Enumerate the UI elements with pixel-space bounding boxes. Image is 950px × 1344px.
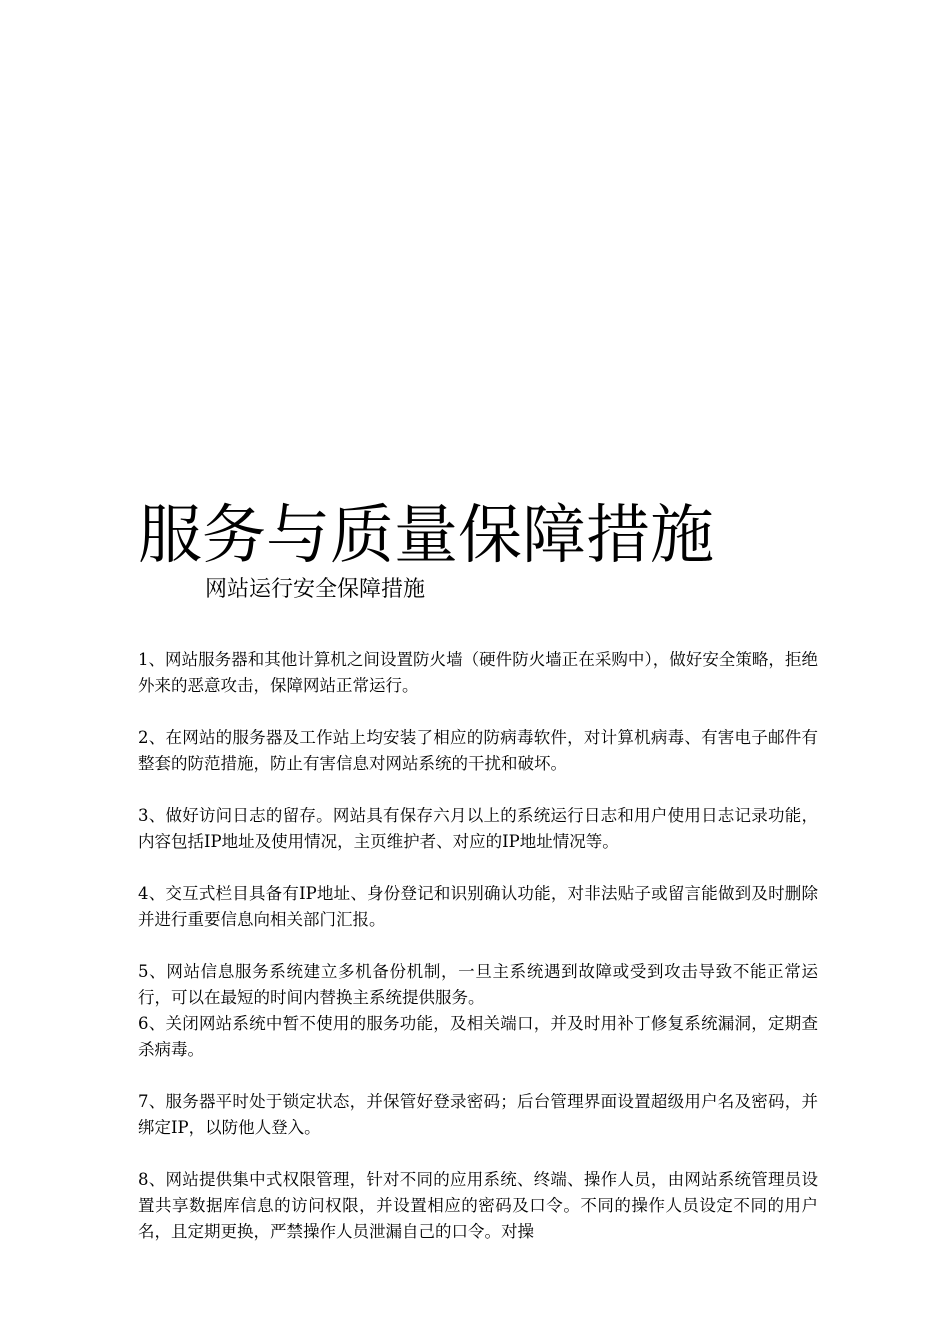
paragraph-4: 4、交互式栏目具备有IP地址、身份登记和识别确认功能，对非法贴子或留言能做到及时删除并进行重要信息向相关部门汇报。 (138, 884, 818, 929)
paragraph-3: 3、做好访问日志的留存。网站具有保存六月以上的系统运行日志和用户使用日志记录功能，内容包括IP地址及使用情况，主页维护者、对应的IP地址情况等。 (138, 806, 818, 851)
paragraph-6: 6、关闭网站系统中暂不使用的服务功能，及相关端口，并及时用补丁修复系统漏洞，定期查杀病毒。 (138, 1014, 818, 1059)
paragraph-1: 1、网站服务器和其他计算机之间设置防火墙（硬件防火墙正在采购中），做好安全策略，拒绝外来的恶意攻击，保障网站正常运行。 (138, 650, 818, 695)
paragraph-2: 2、在网站的服务器及工作站上均安装了相应的防病毒软件，对计算机病毒、有害电子邮件有整套的防范措施，防止有害信息对网站系统的干扰和破坏。 (138, 728, 818, 773)
document-body (138, 647, 818, 1245)
paragraph-8: 8、网站提供集中式权限管理，针对不同的应用系统、终端、操作人员，由网站系统管理员设置共享数据库信息的访问权限，并设置相应的密码及口令。不同的操作人员设定不同的用户名，且定期更换，严禁操作人员泄漏自己的口令。对操 (138, 1170, 818, 1241)
section-heading: 网站运行安全保障措施 (205, 577, 426, 602)
paragraph-7: 7、服务器平时处于锁定状态，并保管好登录密码；后台管理界面设置超级用户名及密码，并绑定IP，以防他人登入。 (138, 1092, 818, 1137)
document-title: 服务与质量保障措施 (138, 499, 714, 573)
paragraph-5: 5、网站信息服务系统建立多机备份机制，一旦主系统遇到故障或受到攻击导致不能正常运行，可以在最短的时间内替换主系统提供服务。 (138, 962, 818, 1007)
